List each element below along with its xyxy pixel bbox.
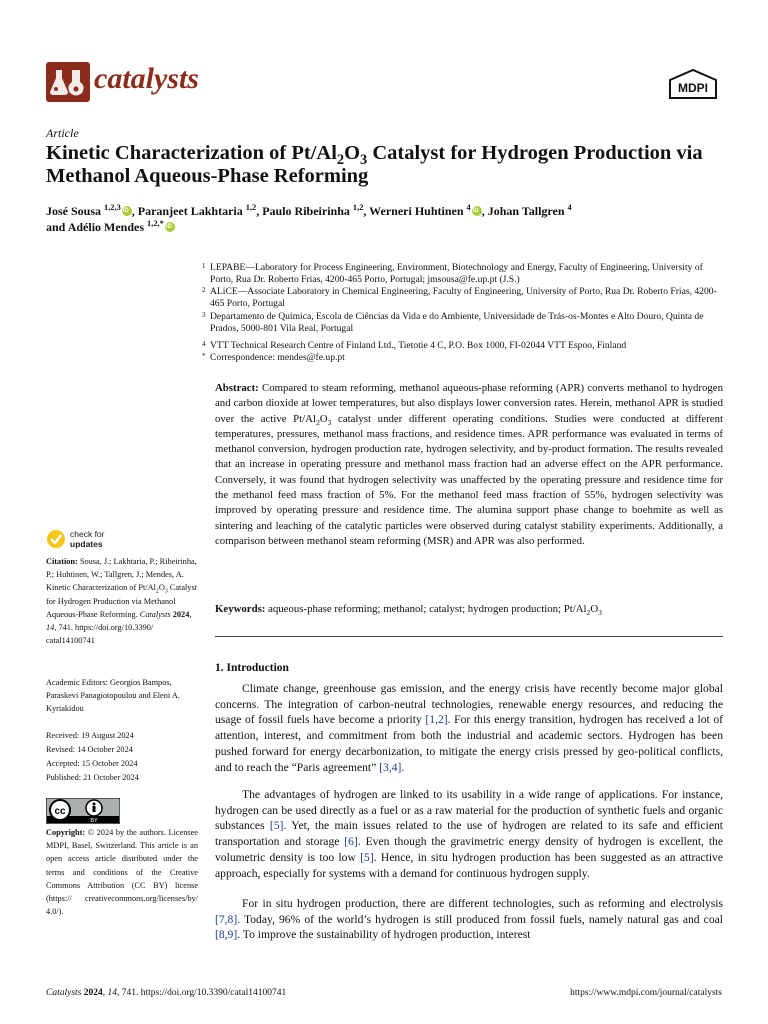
citation-link[interactable]: [1,2]	[425, 713, 448, 727]
orcid-icon[interactable]	[472, 206, 482, 216]
author-affil-marker: 4	[567, 203, 572, 212]
footer-journal-url[interactable]: https://www.mdpi.com/journal/catalysts	[570, 988, 722, 998]
article-title: Kinetic Characterization of $Pt/Al_2O_3$ Catalyst for Hydrogen Production via Methanol Aqueous-Phase Reforming	[46, 142, 703, 187]
abstract: Abstract: Compared to steam reforming, methanol aqueous-phase reforming (APR) converts methanol to hydrogen and carbon dioxide at lower temperatures, but also displays lower conversion rates. Herein, methanol APR is studied over the active $Pt/Al_2O_3$ catalyst under different operating conditions. Studies were conducted at different temperatures, pressures, methanol mass fractions, and residence times. APR performance was evaluated in terms of methanol conversion, hydrogen production rate, hydrogen selectivity, and by-product formation. The results revealed that an increase in operating pressure and methanol mass fraction had an adverse effect on the APR performance. Conversely, it was found that hydrogen selectivity was unaffected by the operating pressure and residence time for the methanol feed mass fraction of 5%. For the methanol feed mass fraction of 55%, hydrogen selectivity was improved by operating pressure and residence time. The alumina support phase change to boehmite as well as sintering and leaching of the catalytic particles were observed during catalyst stability experiments. Additionally, a comparison between methanol steam reforming (MSR) and APR was also performed.	[215, 382, 723, 547]
citation-link[interactable]: [6]	[344, 835, 358, 849]
published-date: Published: 21 October 2024	[46, 773, 139, 782]
author-affil-marker: 1,2,*	[147, 219, 164, 228]
author-separator: ,	[481, 204, 488, 218]
author-separator: ,	[256, 204, 263, 218]
author-separator: ,	[363, 204, 370, 218]
citation-link[interactable]: [3,4]	[379, 760, 402, 774]
mdpi-logo-icon	[666, 68, 720, 102]
intro-paragraph-2: The advantages of hydrogen are linked to its usability in a wide range of applications. For instance, hydrogen can be used directly as a fuel or as a raw material for the production of synthetic fuels and organic substances [5]. Yet, the main issues related to the use of hydrogen are related to its safe and efficient transportation and storage [6]. Even though the gravimetric energy density of hydrogen is excellent, the volumetric density is too low [5]. Hence, in situ hydrogen production has been suggested as an attractive approach, especially for systems with a demand for continuous hydrogen supply.	[215, 788, 724, 880]
author-affil-marker: 1,2	[245, 203, 257, 212]
affiliation	[202, 286, 725, 311]
revised-date: Revised: 14 October 2024	[46, 745, 133, 754]
check-for-updates-badge[interactable]	[46, 528, 156, 550]
section-divider	[215, 636, 723, 637]
author-name: Paranjeet Lakhtaria $^{1,2}$	[137, 203, 257, 218]
affiliation-number: 2	[202, 286, 206, 294]
citation-block: Citation: Sousa, J.; Lakhtaria, P.; Ribeirinha, P.; Huhtinen, W.; Tallgren, J.; Mendes, A. Kinetic Characterization of $Pt/Al_2O_3$ Catalyst for Hydrogen Production via Methanol Aqueous-Phase Reforming. Catalysts 2024, 14, 741. https://doi.org/10.3390/ catal14100741	[46, 557, 197, 646]
check-updates-line2: updates	[70, 539, 103, 549]
cc-by-label: BY	[90, 818, 98, 824]
academic-editors: Academic Editors: Georgios Bampos, Paraskevi Panagiotopoulou and Eleni A. Kyriakidou	[46, 678, 180, 714]
author-name: Werneri Huhtinen $^4$	[369, 203, 471, 218]
keywords: Keywords: aqueous-phase reforming; methanol; catalyst; hydrogen production; $Pt/Al_2O_3$	[215, 603, 602, 618]
footer-citation: Catalysts 2024, 14, 741. https://doi.org/10.3390/catal14100741	[46, 988, 287, 998]
affiliation-number: *	[202, 352, 206, 360]
affiliation-text: VTT Technical Research Centre of Finland Ltd., Tietotie 4 C, P.O. Box 1000, FI-02044 VTT Espoo, Finland	[210, 340, 627, 351]
intro-paragraph-3: For in situ hydrogen production, there are different technologies, such as reforming and electrolysis [7,8]. Today, 96% of the world’s hydrogen is still produced from fossil fuels, namely natural gas and coal [8,9]. To improve the sustainability of hydrogen production, interest	[215, 897, 723, 942]
mdpi-logo-text: MDPI	[678, 81, 708, 95]
svg-text:cc: cc	[54, 806, 66, 817]
journal-name: catalysts	[94, 62, 199, 95]
author-list	[46, 203, 736, 235]
affiliation-text: ALiCE—Associate Laboratory in Chemical Engineering, Faculty of Engineering, University of Porto, Rua Dr. Roberto Frias, 4200-465 Porto, Portugal	[210, 286, 717, 310]
article-type: Article	[46, 126, 79, 140]
author-name: José Sousa $^{1,2,3}$	[46, 203, 121, 218]
catalysts-logo-icon	[46, 62, 90, 102]
accepted-date: Accepted: 15 October 2024	[46, 759, 138, 768]
affiliation-text: LEPABE—Laboratory for Process Engineering, Environment, Biotechnology and Energy, Faculty of Engineering, University of Porto, Rua Dr. Roberto Frias, 4200-465 Porto, Portugal; jmsousa@fe.up.pt (J.S.)	[210, 262, 703, 286]
author-name: Paulo Ribeirinha $^{1,2}$	[262, 203, 364, 218]
intro-paragraph-1: Climate change, greenhouse gas emission, and the energy crisis have recently become major global concerns. The integration of carbon-neutral technologies, renewable energy resources, and reducing the usage of fossil fuels have become a priority [1,2]. For this energy transition, hydrogen has received a lot of attention, interest, and commitment from both the industrial and academic sectors. Hydrogen has been pushed forward for energy decarbonization, to mitigate the energy crisis pressed by geo-political conflicts, and to reach the “Paris agreement” [3,4].	[215, 682, 723, 774]
affiliation	[202, 311, 725, 336]
author-affil-marker: 1,2,3	[104, 203, 121, 212]
author-separator: ,	[131, 204, 138, 218]
affiliation-text: Departamento de Química, Escola de Ciências da Vida e do Ambiente, Universidade de Trás-os-Montes e Alto Douro, Quinta de Prados, 5000-801 Vila Real, Portugal	[210, 311, 704, 335]
author-affil-marker: 4	[466, 203, 471, 212]
affiliation-number: 3	[202, 311, 206, 319]
received-date: Received: 19 August 2024	[46, 731, 134, 740]
cc-by-license-icon[interactable]	[46, 798, 120, 824]
affiliation-text: Correspondence: mendes@fe.up.pt	[210, 352, 345, 363]
affiliation	[202, 352, 725, 364]
affiliation-number: 1	[202, 262, 206, 270]
author-name: Adélio Mendes $^{1,2,*}$	[67, 219, 164, 234]
author-affil-marker: 1,2	[352, 203, 364, 212]
citation-link[interactable]: [7,8]	[215, 912, 238, 926]
section-title: 1. Introduction	[215, 662, 289, 674]
citation-link[interactable]: [5]	[269, 819, 284, 833]
citation-link[interactable]: [5]	[360, 850, 374, 864]
orcid-icon[interactable]	[122, 206, 132, 216]
affiliation-number: 4	[202, 340, 206, 348]
affiliation	[202, 340, 725, 352]
orcid-icon[interactable]	[165, 222, 175, 232]
affiliation	[202, 262, 725, 287]
author-joiner: and	[46, 220, 68, 234]
check-updates-line1: check for	[70, 529, 105, 539]
copyright-block: Copyright: © 2024 by the authors. Licensee MDPI, Basel, Switzerland. This article is an open access article distributed under the terms and conditions of the Creative Commons Attribution (CC BY) license (https:// creativecommons.org/licenses/by/ 4.0/).	[46, 828, 198, 917]
citation-link[interactable]: [8,9]	[215, 928, 238, 942]
author-name: Johan Tallgren $^4$	[487, 203, 572, 218]
